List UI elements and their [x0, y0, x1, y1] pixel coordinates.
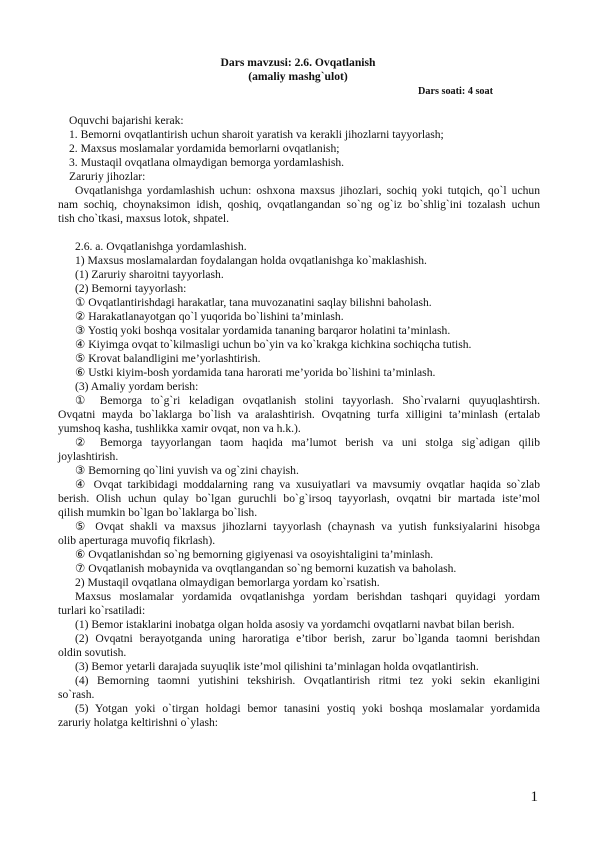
- text-line: ⑤ Ovqat shakli va maxsus jihozlarni tayyorlash (chaynash va yutish funksiyalarini hisobga: [75, 520, 540, 533]
- text-line: (2) Bemorni tayyorlash:: [75, 282, 187, 295]
- text-line: ③ Yostiq yoki boshqa vositalar yordamida tananing barqaror holatini ta’minlash.: [75, 324, 451, 337]
- lesson-title: Dars mavzusi: 2.6. Ovqatlanish: [220, 56, 376, 69]
- text-line: olib aperturaga muvofiq fikrlash).: [58, 534, 216, 547]
- text-line: (2) Ovqatni berayotganda uning haroratiga e’tibor berish, zarur bo`lganda taomni berishdan: [75, 632, 540, 645]
- text-line: Maxsus moslamalar yordamida ovqatlanishga yordam berishdan tashqari quyidagi yordam: [75, 590, 540, 603]
- text-line: oldin sovutish.: [58, 646, 127, 659]
- text-line: ② Bemorga tayyorlangan taom haqida ma’lumot berish va uni stolga sig`adigan qilib: [75, 436, 540, 449]
- text-line: yumshoq kasha, tushlikka xamir ovqat, non va h.k.).: [58, 422, 301, 435]
- text-line: ④ Kiyimga ovqat to`kilmasligi uchun bo`yin va ko`krakga kichkina sochiqcha tutish.: [75, 338, 472, 351]
- text-line: zaruriy holatga keltirishni o`ylash:: [58, 716, 219, 729]
- text-line: ② Harakatlanayotgan qo`l yuqorida bo`lishini ta’minlash.: [75, 310, 344, 323]
- text-line: ⑥ Ustki kiyim-bosh yordamida tana harorati me’yorida bo`lishini ta’minlash.: [75, 366, 436, 379]
- text-line: 2) Mustaqil ovqatlana olmaydigan bemorlarga yordam ko`rsatish.: [75, 576, 380, 589]
- section-heading: 2.6. a. Ovqatlanishga yordamlashish.: [75, 240, 247, 253]
- text-line: tish cho`tkasi, maxsus lotok, shpatel.: [58, 212, 229, 225]
- page-number: 1: [530, 789, 538, 805]
- text-line: turlari ko`rsatiladi:: [58, 604, 146, 617]
- text-line: (4) Bemorning taomni yutishini tekshirish. Ovqatlantirish ritmi tez yoki sekin ekanligini: [75, 674, 540, 687]
- lesson-hours: Dars soati: 4 soat: [418, 86, 493, 97]
- text-line: ⑤ Krovat balandligini me’yorlashtirish.: [75, 352, 261, 365]
- text-line: joylashtirish.: [58, 450, 119, 463]
- text-line: nam sochiq, choynaksimon idish, qoshiq, ovqatlangandan so`ng og`iz bo`shlig`ini tozalash uchun: [58, 198, 540, 211]
- text-line: 1. Bemorni ovqatlantirish uchun sharoit yaratish va kerakli jihozlarni tayyorlash;: [69, 128, 444, 141]
- text-line: Ovqatni mayda bo`laklarga bo`lish va aralashtirish. Ovqatning turfa xilligini ta’minlash (ertalab: [58, 408, 540, 421]
- text-line: (3) Bemor yetarli darajada suyuqlik iste’mol qilishini ta’minlagan holda ovqatlantirish.: [75, 660, 479, 673]
- text-line: 1) Maxsus moslamalardan foydalangan holda ovqatlanishga ko`maklashish.: [75, 254, 427, 267]
- text-line: ③ Bemorning qo`lini yuvish va og`zini chayish.: [75, 464, 299, 477]
- text-line: ⑦ Ovqatlanish mobaynida va ovqtlangandan so`ng bemorni kuzatish va baholash.: [75, 562, 457, 575]
- text-line: 2. Maxsus moslamalar yordamida bemorlarni ovqatlanish;: [69, 142, 340, 155]
- text-line: ④ Ovqat tarkibidagi moddalarning rang va xusuiyatlari va mavsumiy ovqatlar haqida so`zlab: [75, 478, 540, 491]
- text-line: (1) Bemor istaklarini inobatga olgan holda asosiy va yordamchi ovqatlarni navbat bilan berish.: [75, 618, 515, 631]
- text-line: ① Bemorga to`g`ri keladigan ovqatlanish stolini tayyorlash. Sho`rvalarni quyuqlashtirsh.: [75, 394, 540, 407]
- text-line: (3) Amaliy yordam berish:: [75, 380, 199, 393]
- text-line: (5) Yotgan yoki o`tirgan holdagi bemor tanasini yostiq yoki boshqa moslamalar yordamida: [75, 702, 540, 715]
- text-line: ① Ovqatlantirishdagi harakatlar, tana muvozanatini saqlay bilishni baholash.: [75, 296, 432, 309]
- text-line: Ovqatlanishga yordamlashish uchun: oshxona maxsus jihozlari, sochiq yoki tutqich, qo`l uchun: [75, 184, 540, 197]
- text-line: ⑥ Ovqatlanishdan so`ng bemorning gigiyenasi va osoyishtaligini ta’minlash.: [75, 548, 434, 561]
- text-line: (1) Zaruriy sharoitni tayyorlash.: [75, 268, 224, 281]
- text-line: Zaruriy jihozlar:: [69, 170, 146, 183]
- text-line: berish. Olish uchun qulay bo`lgan guruchli bo`g`irsoq tayyorlash, ovqatni bir martada iste’mol: [58, 492, 540, 505]
- text-line: 3. Mustaqil ovqatlana olmaydigan bemorga yordamlashish.: [69, 156, 345, 169]
- text-line: qilish mumkin bo`lgan bo`laklarga bo`lish.: [58, 506, 258, 519]
- text-line: Oquvchi bajarishi kerak:: [69, 114, 184, 127]
- lesson-subtitle: (amaliy mashg`ulot): [248, 70, 348, 83]
- text-line: so`rash.: [58, 688, 95, 701]
